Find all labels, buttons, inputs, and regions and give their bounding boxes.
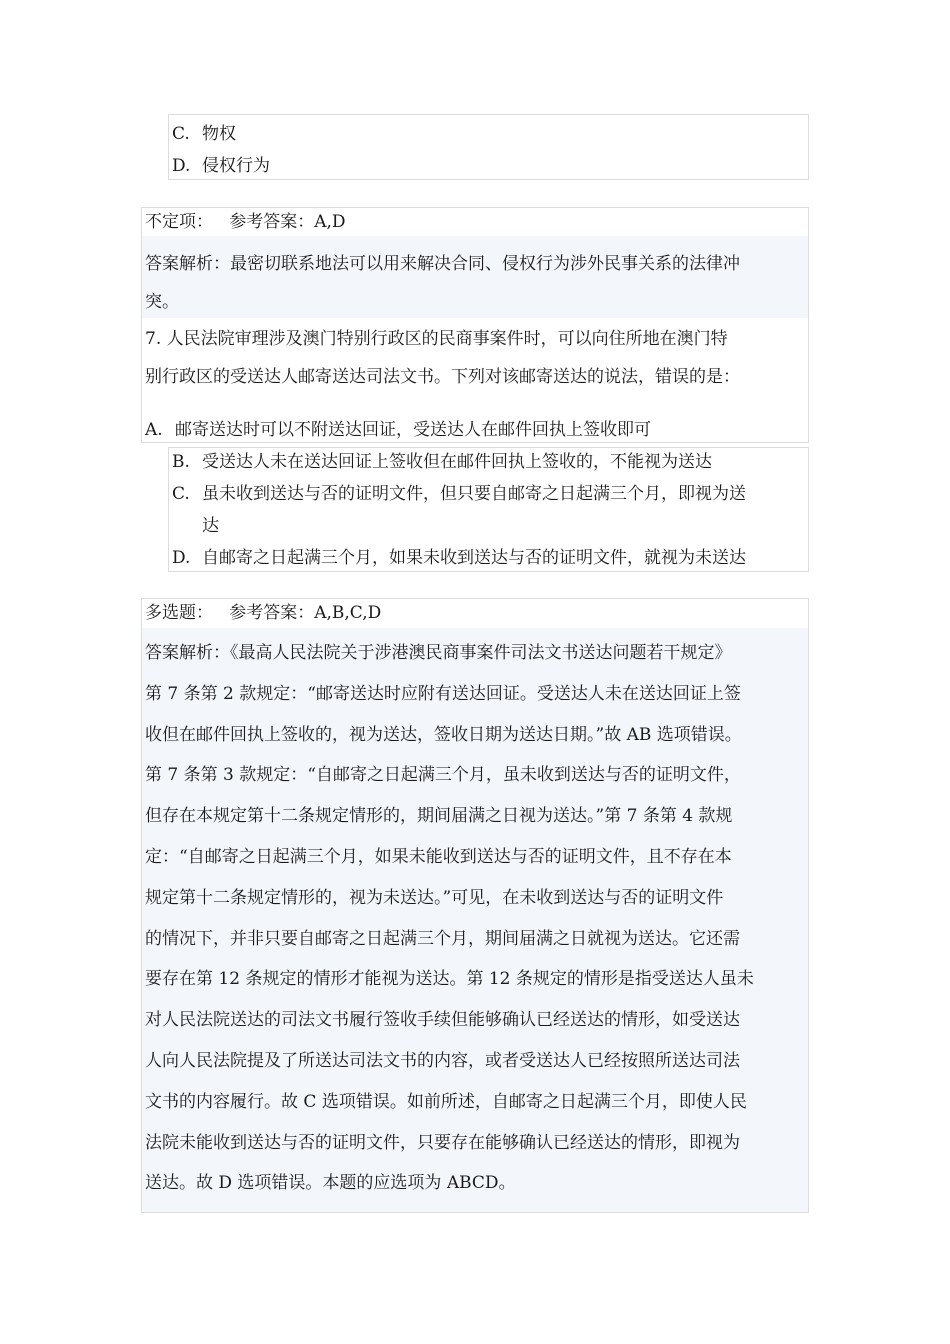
option-text: 邮寄送达时可以不附送达回证，受送达人在邮件回执上签收即可 (175, 420, 651, 440)
option-text: 受送达人未在送达回证上签收但在邮件回执上签收的，不能视为送达 (202, 452, 712, 472)
question-type-label: 不定项： (145, 212, 213, 232)
q6-answer-header (145, 210, 346, 234)
q6-option-d (172, 154, 270, 178)
option-text: 物权 (202, 124, 236, 144)
q7-analysis-line: 法院未能收到送达与否的证明文件，只要存在能够确认已经送达的情形，即视为 (145, 1132, 740, 1153)
option-letter: D. (172, 548, 191, 568)
q7-option-b (172, 450, 712, 474)
option-text: 自邮寄之日起满三个月，如果未收到送达与否的证明文件，就视为未送达 (202, 548, 746, 568)
q7-answer-header (145, 601, 381, 625)
q7-option-d (172, 546, 746, 570)
option-letter: C. (172, 484, 190, 504)
reference-answer: 参考答案：A,D (229, 212, 346, 232)
q7-analysis-line: 人向人民法院提及了所送达司法文书的内容，或者受送达人已经按照所送达司法 (145, 1051, 740, 1071)
option-letter: A. (145, 420, 163, 440)
option-letter: C. (172, 124, 190, 144)
q6-analysis-line-1: 答案解析：最密切联系地法可以用来解决合同、侵权行为涉外民事关系的法律冲 (145, 254, 740, 274)
reference-answer: 参考答案：A,B,C,D (229, 603, 382, 623)
option-letter: D. (172, 156, 191, 176)
q7-analysis-line: 的情况下，并非只要自邮寄之日起满三个月，期间届满之日就视为送达。它还需 (145, 928, 740, 949)
q6-analysis-line-2: 突。 (145, 292, 179, 312)
q7-stem-line-2: 别行政区的受送达人邮寄送达司法文书。下列对该邮寄送达的说法，错误的是： (145, 367, 740, 387)
q7-option-a (145, 418, 651, 442)
q7-analysis-line: 但存在本规定第十二条规定情形的，期间届满之日视为送达。”第 7 条第 4 款规 (145, 806, 733, 827)
q7-analysis-shade (142, 628, 808, 1212)
q7-analysis-line: 第 7 条第 3 款规定：“自邮寄之日起满三个月，虽未收到送达与否的证明文件， (145, 765, 741, 786)
q6-analysis-shade (142, 236, 808, 318)
q7-analysis-line: 答案解析：《最高人民法院关于涉港澳民商事案件司法文书送达问题若干规定》 (145, 643, 732, 663)
q7-analysis-line: 规定第十二条规定情形的，视为未送达。”可见，在未收到送达与否的证明文件 (145, 887, 724, 908)
q7-analysis-line: 第 7 条第 2 款规定：“邮寄送达时应附有送达回证。受送达人未在送达回证上签 (145, 683, 741, 704)
q7-analysis-line: 对人民法院送达的司法文书履行签收手续但能够确认已经送达的情形，如受送达 (145, 1010, 740, 1031)
q7-analysis-line: 文书的内容履行。故 C 选项错误。如前所述，自邮寄之日起满三个月，即使人民 (145, 1091, 747, 1112)
option-text: 侵权行为 (202, 156, 270, 176)
q6-option-c (172, 122, 236, 146)
q7-analysis-line: 收但在邮件回执上签收的，视为送达，签收日期为送达日期。”故 AB 选项错误。 (145, 724, 742, 745)
q7-analysis-line: 要存在第 12 条规定的情形才能视为送达。第 12 条规定的情形是指受送达人虽未 (145, 969, 754, 990)
q7-analysis-line: 定：“自邮寄之日起满三个月，如果未能收到送达与否的证明文件，且不存在本 (145, 847, 732, 867)
question-type-label: 多选题： (145, 603, 213, 623)
option-letter: B. (172, 452, 190, 472)
q7-stem-line-1: 7. 人民法院审理涉及澳门特别行政区的民商事案件时，可以向住所地在澳门特 (145, 329, 728, 349)
q7-analysis-line: 送达。故 D 选项错误。本题的应选项为 ABCD。 (145, 1173, 516, 1194)
q7-option-c-cont: 达 (202, 516, 219, 536)
option-text: 虽未收到送达与否的证明文件，但只要自邮寄之日起满三个月，即视为送 (202, 484, 746, 504)
q7-option-c (172, 482, 746, 506)
